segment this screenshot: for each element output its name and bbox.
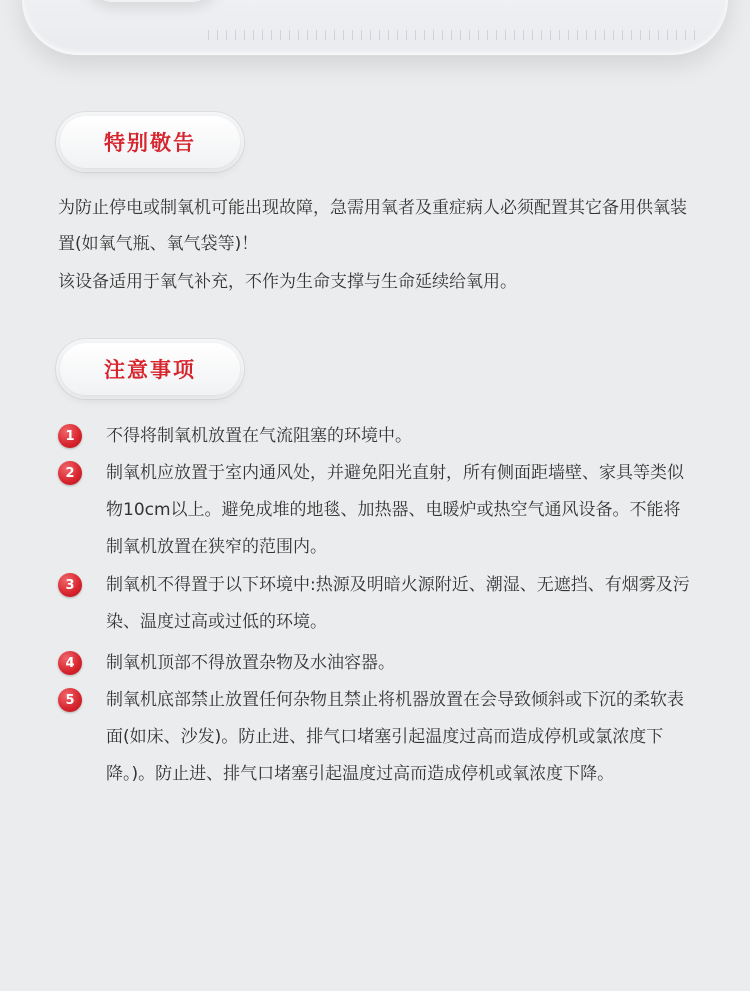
notice-title: 特别敬告 [104, 131, 196, 155]
precaution-item [58, 682, 698, 793]
number-badge-icon: 5 [58, 688, 82, 712]
precaution-item [58, 645, 698, 682]
precaution-item [58, 418, 698, 455]
precaution-item [58, 567, 698, 641]
notice-title-badge [60, 116, 240, 168]
notice-paragraph-1: 为防止停电或制氧机可能出现故障，急需用氧者及重症病人必须配置其它备用供氧装置(如氧气瓶、氧气袋等)！ [58, 198, 687, 254]
number-badge-icon: 1 [58, 424, 82, 448]
precaution-text: 不得将制氧机放置在气流阻塞的环境中。 [106, 426, 412, 446]
device-knob [82, 0, 222, 2]
precautions-title: 注意事项 [104, 358, 196, 382]
number-badge-icon: 3 [58, 573, 82, 597]
precaution-text: 制氧机应放置于室内通风处，并避免阳光直射，所有侧面距墙壁、家具等类似物10cm以上。避免成堆的地毯、加热器、电暖炉或热空气通风设备。不能将制氧机放置在狭窄的范围内。 [106, 463, 684, 557]
precaution-text: 制氧机不得置于以下环境中:热源及明暗火源附近、潮湿、无遮挡、有烟雾及污染、温度过高或过低的环境。 [106, 575, 690, 632]
precaution-text: 制氧机底部禁止放置任何杂物且禁止将机器放置在会导致倾斜或下沉的柔软表面(如床、沙发)。防止进、排气口堵塞引起温度过高而造成停机或氯浓度下降。)。防止进、排气口堵塞引起温度过高而造成停机或氧浓度下降。 [106, 690, 684, 784]
notice-paragraph-2: 该设备适用于氧气补充，不作为生命支撑与生命延续给氧用。 [58, 272, 517, 292]
number-badge-icon: 4 [58, 651, 82, 675]
precautions-title-badge [60, 343, 240, 395]
device-image-top [22, 0, 728, 55]
device-scale-ticks [208, 30, 698, 40]
precaution-item [58, 455, 698, 566]
precaution-text: 制氧机顶部不得放置杂物及水油容器。 [106, 653, 395, 673]
number-badge-icon: 2 [58, 461, 82, 485]
